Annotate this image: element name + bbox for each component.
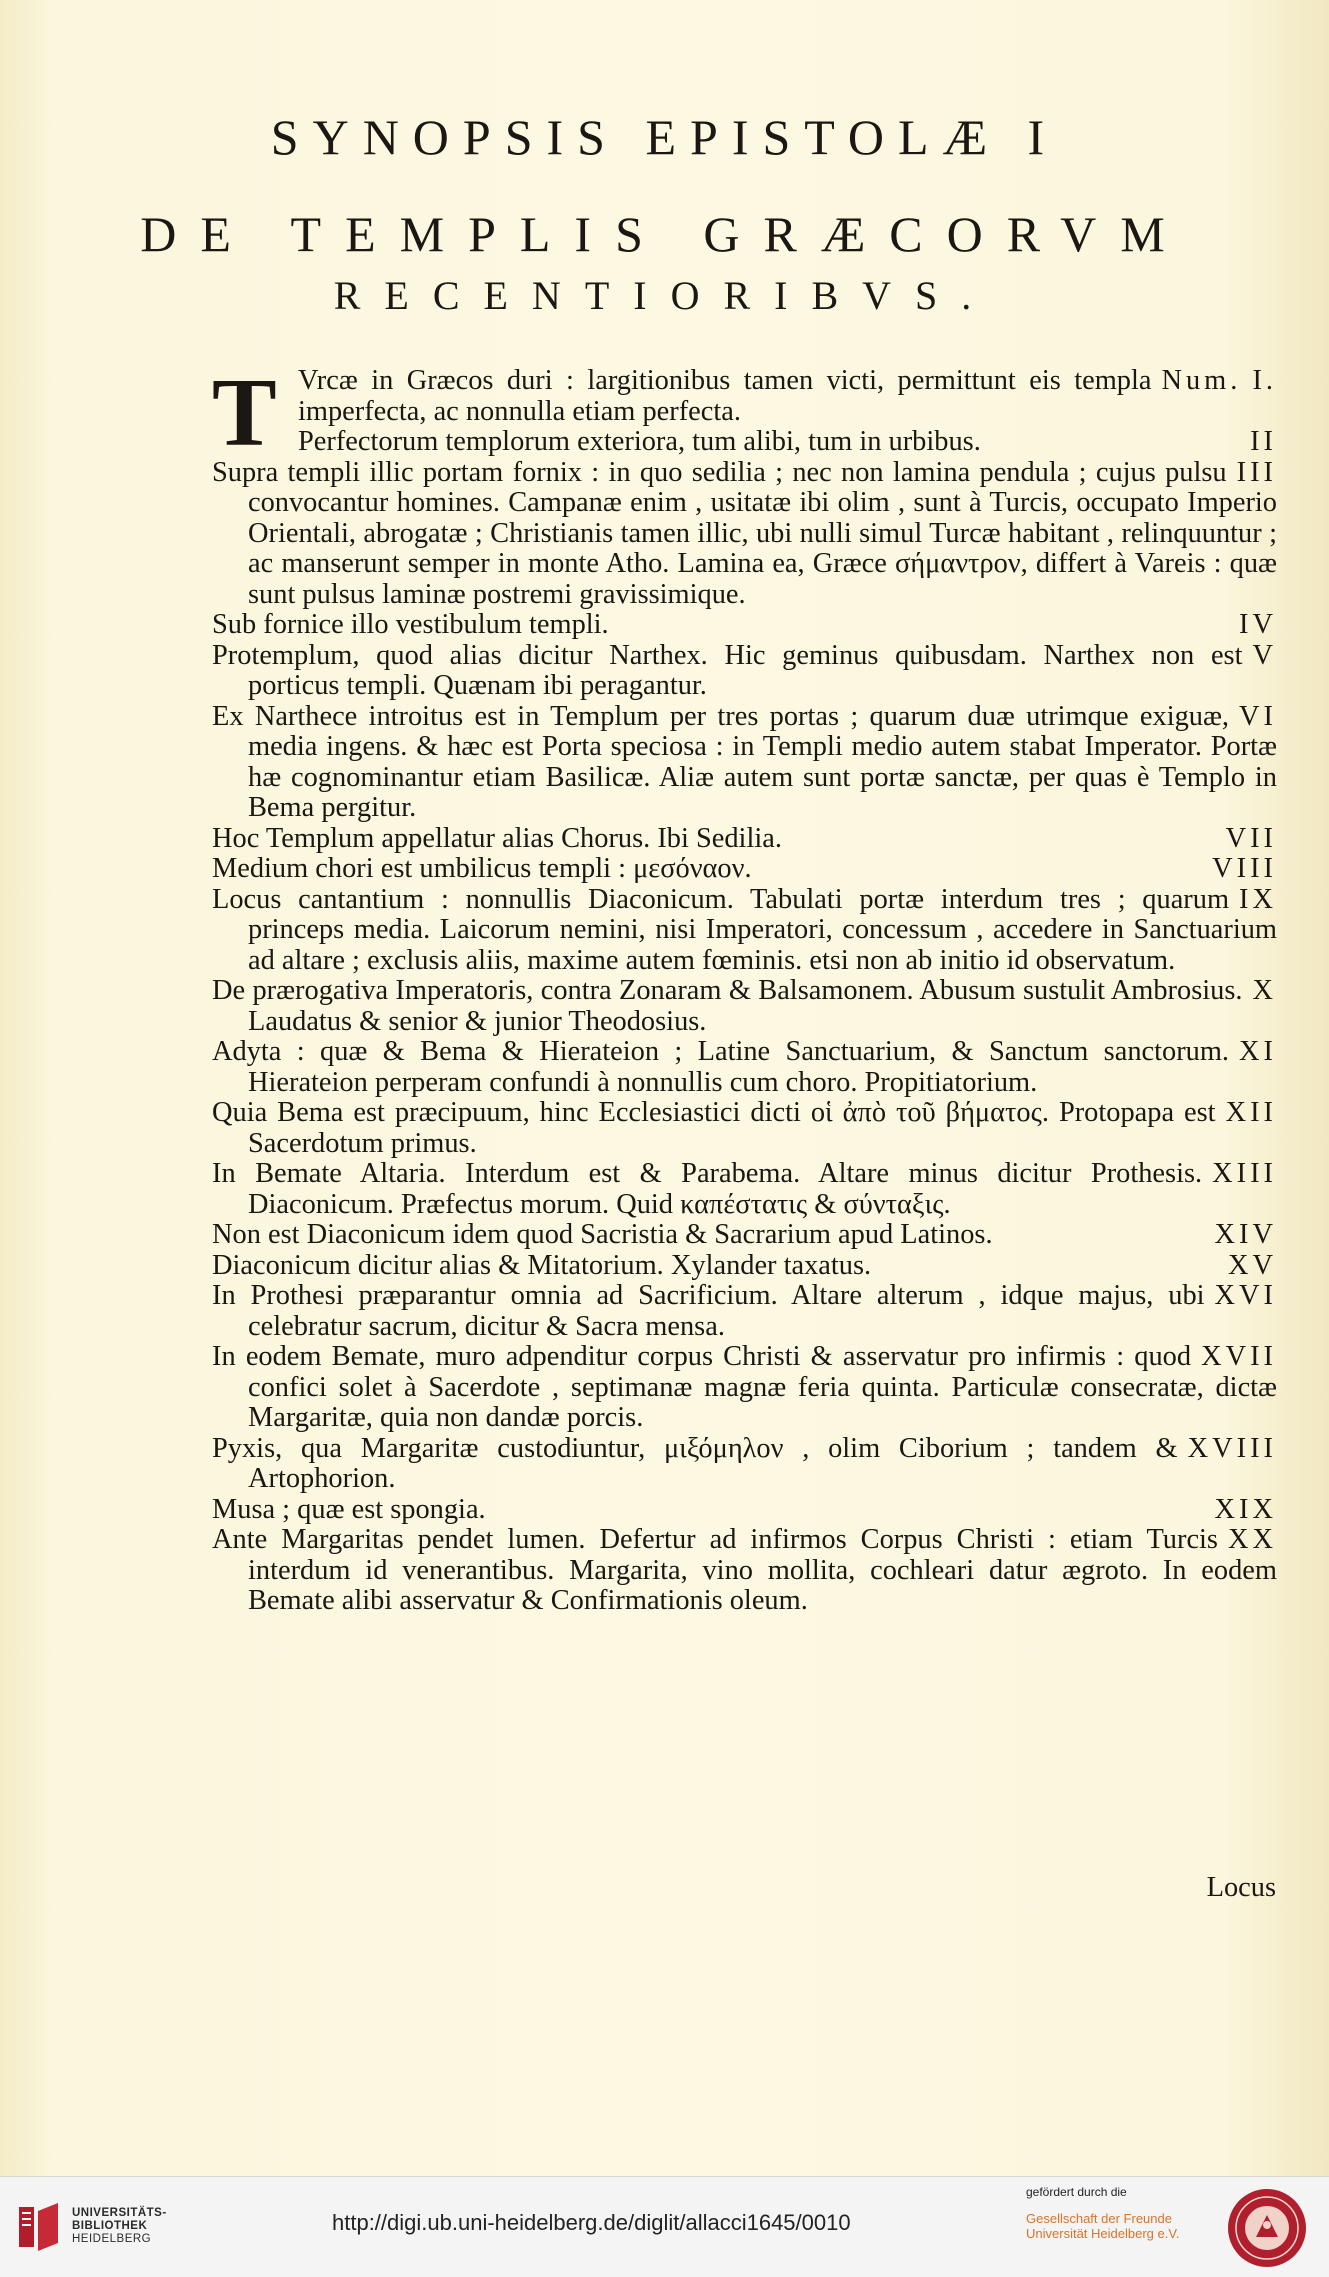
library-name bbox=[72, 2207, 167, 2246]
entry-number: III bbox=[1236, 456, 1277, 488]
entry-number: Num. I. bbox=[1161, 365, 1277, 396]
entry-text: Ante Margaritas pendet lumen. Defertur ad infirmos Corpus Christi : etiam Turcis interdum id venerantibus. Margarita, vino mollita, cochleari datur ægroto. In eodem Bemate alibi asservatur & Confirmationis oleum. bbox=[212, 1524, 1277, 1616]
entry-number: XII bbox=[1225, 1097, 1277, 1128]
entry-text: Hoc Templum appellatur alias Chorus. Ibi Sedilia. bbox=[212, 822, 782, 854]
synopsis-entry bbox=[212, 976, 1277, 1037]
synopsis-entry bbox=[212, 702, 1277, 824]
entry-text: Ex Narthece introitus est in Templum per tres portas ; quarum duæ utrimque exiguæ, media ingens. & hæc est Porta speciosa : in Templi medio autem stabat Imperator. Portæ hæ cognominantur etiam Basilicæ. Aliæ autem sunt portæ sanctæ, per quas è Templo in Bema pergitur. bbox=[212, 700, 1277, 823]
catchword: Locus bbox=[1206, 1872, 1276, 1903]
entry-text: Medium chori est umbilicus templi : μεσόναον. bbox=[212, 853, 752, 884]
entry-text: Perfectorum templorum exteriora, tum alibi, tum in urbibus. bbox=[298, 426, 981, 457]
entry-text: Non est Diaconicum idem quod Sacristia & Sacrarium apud Latinos. bbox=[212, 1219, 993, 1250]
entry-number: XVI bbox=[1214, 1280, 1277, 1311]
entry-text: Diaconicum dicitur alias & Mitatorium. Xylander taxatus. bbox=[212, 1249, 872, 1281]
entry-number: VI bbox=[1239, 700, 1277, 732]
title-de-templis: DE TEMPLIS GRÆCORVM bbox=[140, 206, 1189, 262]
entry-number: XVII bbox=[1201, 1341, 1277, 1372]
permalink-url[interactable]: http://digi.ub.uni-heidelberg.de/diglit/allacci1645/0010 bbox=[332, 2210, 851, 2235]
title-synopsis: SYNOPSIS EPISTOLÆ I bbox=[270, 109, 1059, 165]
entry-text: In Prothesi præparantur omnia ad Sacrificium. Altare alterum , idque majus, ubi celebratur sacrum, dicitur & Sacra mensa. bbox=[212, 1280, 1205, 1342]
entry-text: Protemplum, quod alias dicitur Narthex. Hic geminus quibusdam. Narthex non est porticus templi. Quænam ibi peragantur. bbox=[212, 639, 1243, 701]
entry-number: XIII bbox=[1212, 1158, 1277, 1189]
library-logo-icon bbox=[14, 2199, 64, 2255]
synopsis-entry bbox=[212, 1251, 1277, 1282]
entry-number: XI bbox=[1239, 1036, 1277, 1067]
university-library-logo[interactable] bbox=[14, 2199, 167, 2255]
entry-text: In Bemate Altaria. Interdum est & Parabema. Altare minus dicitur Prothesis. Diaconicum. Præfectus morum. Quid καπέστατις & σύνταξις. bbox=[212, 1158, 1203, 1220]
entry-number: X bbox=[1252, 975, 1277, 1006]
entry-number: II bbox=[1250, 426, 1277, 457]
synopsis-entry bbox=[212, 1159, 1277, 1220]
sponsor-label: gefördert durch die bbox=[1026, 2185, 1127, 2199]
library-line-1: UNIVERSITÄTS- bbox=[72, 2207, 167, 2219]
entry-text: Sub fornice illo vestibulum templi. bbox=[212, 609, 609, 640]
title-recentioribus: RECENTIORIBVS. bbox=[333, 273, 996, 318]
entry-number: VII bbox=[1225, 822, 1277, 854]
synopsis-entry bbox=[212, 1342, 1277, 1434]
university-seal-icon bbox=[1226, 2187, 1308, 2269]
entry-number: IV bbox=[1239, 609, 1277, 640]
synopsis-entry bbox=[212, 1037, 1277, 1098]
library-line-2: BIBLIOTHEK bbox=[72, 2220, 148, 2232]
sponsor-name-line-2: Universität Heidelberg e.V. bbox=[1026, 2226, 1180, 2241]
entry-text: Adyta : quæ & Bema & Hierateion ; Latine Sanctuarium, & Sanctum sanctorum. Hierateion perperam confundi à nonnullis cum choro. Propitiatorium. bbox=[212, 1036, 1230, 1098]
entry-number: XIX bbox=[1214, 1493, 1277, 1525]
library-line-3: HEIDELBERG bbox=[72, 2233, 152, 2245]
entry-text: De prærogativa Imperatoris, contra Zonaram & Balsamonem. Abusum sustulit Ambrosius. Laudatus & senior & junior Theodosius. bbox=[212, 975, 1243, 1037]
entry-number: VIII bbox=[1212, 853, 1277, 884]
entry-number: IX bbox=[1239, 883, 1277, 915]
synopsis-body bbox=[212, 359, 1277, 1617]
entry-text: Musa ; quæ est spongia. bbox=[212, 1493, 486, 1525]
entry-text: Pyxis, qua Margaritæ custodiuntur, μιξόμηλον , olim Ciborium ; tandem & Artophorion. bbox=[212, 1432, 1178, 1494]
entry-number: XV bbox=[1227, 1249, 1277, 1281]
synopsis-entry bbox=[212, 366, 1277, 427]
entry-text: Supra templi illic portam fornix : in quo sedilia ; nec non lamina pendula ; cujus pulsu convocantur homines. Campanæ enim , usitatæ ibi olim , sunt à Turcis, occupato Imperio Orientali, abrogatæ ; Christianis tamen illic, ubi nulli simul Turcæ habitant , relinquuntur ; ac manserunt semper in monte Atho. Lamina ea, Græce σήμαντρον, differt à Vareis : quæ sunt pulsus laminæ postremi gravissimique. bbox=[212, 456, 1277, 610]
entry-text: Quia Bema est præcipuum, hinc Ecclesiastici dicti οἱ ἀπὸ τοῦ βήματος. Protopapa est Sacerdotum primus. bbox=[212, 1097, 1216, 1159]
entry-text: Locus cantantium : nonnullis Diaconicum. Tabulati portæ interdum tres ; quarum princeps media. Laicorum nemini, nisi Imperatori, concessum , accedere in Sanctuarium ad altare ; exclusis aliis, maxime autem fœminis. etsi non ab initio id observatum. bbox=[212, 883, 1277, 976]
drop-cap: T bbox=[212, 359, 277, 466]
entry-number: XX bbox=[1227, 1524, 1277, 1555]
synopsis-entry bbox=[212, 458, 1277, 611]
sponsor-name-line-1: Gesellschaft der Freunde bbox=[1026, 2211, 1172, 2226]
synopsis-entry bbox=[212, 610, 1277, 641]
entry-number: V bbox=[1252, 639, 1277, 671]
entry-number: XIV bbox=[1214, 1219, 1277, 1250]
sponsor-block[interactable] bbox=[1026, 2185, 1196, 2241]
synopsis-entry bbox=[212, 1220, 1277, 1251]
entry-number: XVIII bbox=[1187, 1432, 1277, 1464]
entry-text: Vrcæ in Græcos duri : largitionibus tamen victi, permittunt eis templa imperfecta, ac nonnulla etiam perfecta. bbox=[298, 365, 1152, 427]
synopsis-entry bbox=[212, 824, 1277, 855]
synopsis-entry bbox=[212, 1098, 1277, 1159]
synopsis-entry bbox=[212, 1495, 1277, 1526]
sponsor-name bbox=[1026, 2211, 1196, 2241]
synopsis-entry bbox=[212, 1281, 1277, 1342]
synopsis-entry bbox=[212, 1525, 1277, 1617]
footer-bar bbox=[0, 2176, 1329, 2277]
synopsis-entry bbox=[212, 427, 1277, 458]
entry-text: In eodem Bemate, muro adpenditur corpus Christi & asservatur pro infirmis : quod confici solet à Sacerdote , septimanæ magnæ feria quinta. Particulæ consecratæ, dictæ Margaritæ, quia non dandæ porcis. bbox=[212, 1341, 1277, 1433]
synopsis-entry bbox=[212, 885, 1277, 977]
synopsis-entry bbox=[212, 641, 1277, 702]
synopsis-entry bbox=[212, 854, 1277, 885]
synopsis-entry bbox=[212, 1434, 1277, 1495]
